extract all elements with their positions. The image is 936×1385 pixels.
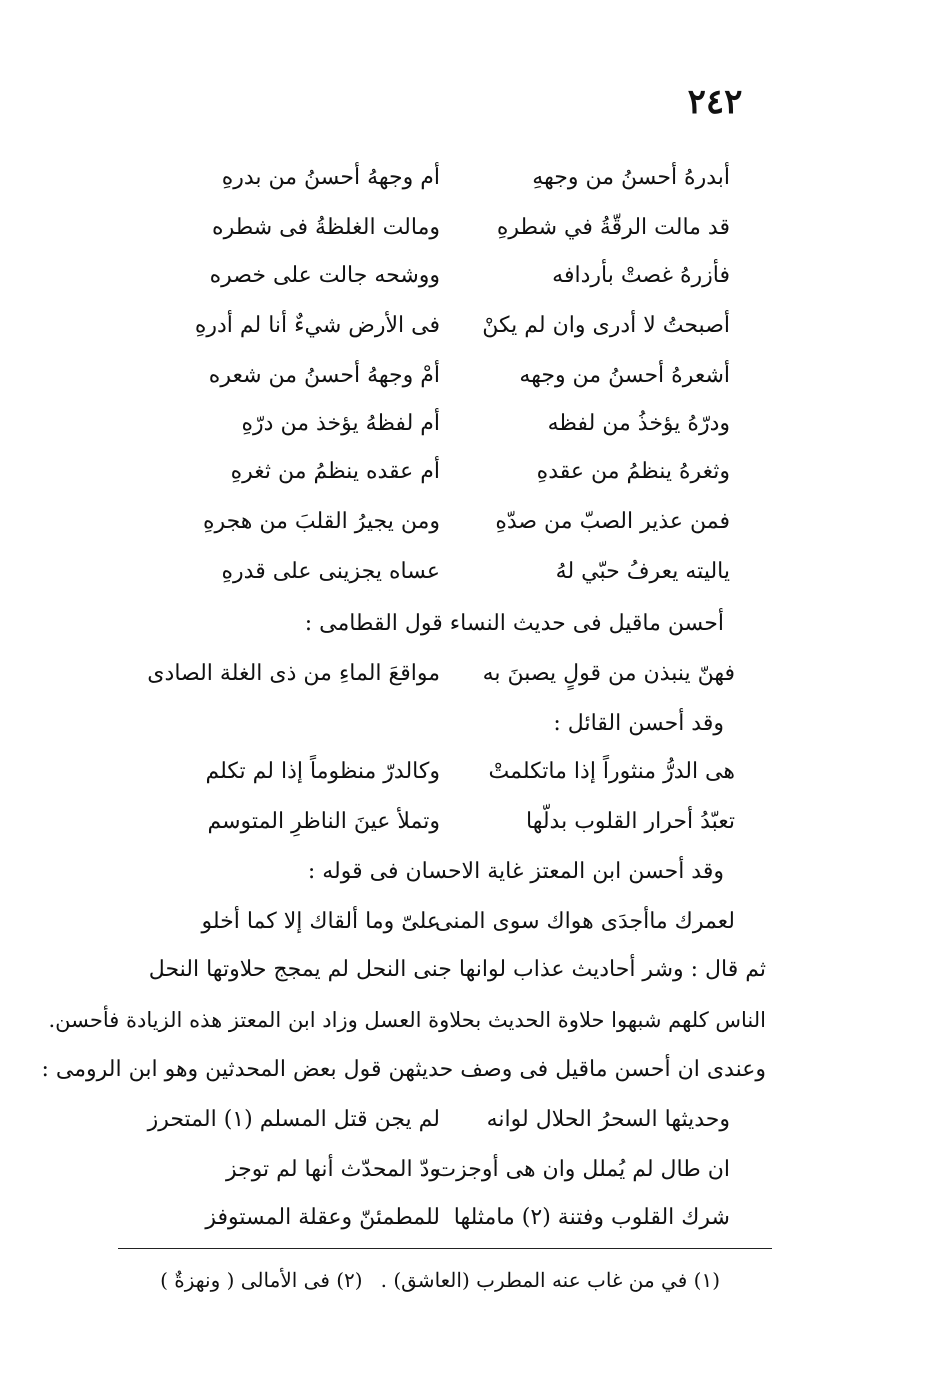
verse-second-hemistich: ودّ المحدّث أنها لم توجز: [225, 1157, 440, 1182]
verse-line: [150, 1198, 730, 1238]
verse-second-hemistich: وكالدرّ منظوماً إذا لم تكلم: [205, 759, 440, 784]
verse-second-hemistich: للمطمئنّ وعقلة المستوفز: [205, 1205, 440, 1230]
verse-second-hemistich: وتملأ عينَ الناظرِ المتوسم: [207, 809, 440, 834]
verse-first-hemistich: هى الدرُّ منثوراً إذا ماتكلمتْ: [488, 759, 735, 784]
footnote-2: (٢) فى الأمالى ( ونهزةٌ ): [160, 1268, 363, 1292]
prose-line: ثم قال : وشر أحاديث عذاب لوانها جنى النحل لم يمجج حلاوتها النحل: [148, 957, 766, 982]
verse-first-hemistich: فمن عذير الصبّ من صدّهِ: [495, 509, 730, 534]
verse-second-hemistich: ومن يجيرُ القلبَ من هجرهِ: [202, 509, 440, 534]
intro-qail: وقد أحسن القائل :: [553, 711, 724, 736]
verse-first-hemistich: فأزرهُ غصتْ بأردافه: [552, 263, 730, 288]
verse-line: [150, 208, 730, 248]
verse-second-hemistich: أم لفظهُ يؤخذ من درّهِ: [241, 411, 440, 436]
verse-first-hemistich: ياليته يعرفُ حبّي لهُ: [555, 559, 730, 584]
verse-second-hemistich: لم يجن قتل المسلم (١) المتحرز: [147, 1107, 440, 1132]
intro-muatazz: وقد أحسن ابن المعتز غاية الاحسان فى قوله :: [307, 859, 724, 884]
verse-line: [150, 752, 735, 792]
footnote-1: (١) في من غاب عنه المطرب (العاشق) .: [380, 1268, 720, 1292]
verse-line: [150, 802, 735, 842]
page-number: ٢٤٢: [687, 82, 743, 122]
verse-line: [150, 902, 735, 942]
verse-second-hemistich: علىّ وما ألقاك إلا كما أخلو: [201, 909, 440, 934]
footnote-divider: [118, 1248, 772, 1249]
verse-first-hemistich: شرك القلوب وفتنة (٢) مامثلها: [453, 1205, 730, 1230]
verse-line: [150, 502, 730, 542]
verse-line: [150, 256, 730, 296]
verse-line: [150, 452, 730, 492]
verse-second-hemistich: أم عقده ينظمُ من ثغرهِ: [230, 459, 440, 484]
verse-line: [147, 654, 735, 694]
verse-line: [150, 356, 730, 396]
verse-line: [150, 158, 730, 198]
verse-second-hemistich: أمْ وجههُ أحسنُ من شعره: [208, 363, 440, 388]
verse-first-hemistich: ودرّهُ يؤخذُ من لفظه: [547, 411, 730, 436]
verse-line: [150, 404, 730, 444]
verse-first-hemistich: تعبّدُ أحرار القلوب بدلّها: [525, 809, 735, 834]
verse-second-hemistich: فى الأرض شيءٌ أنا لم أدرهِ: [194, 313, 440, 338]
verse-second-hemistich: أم وجههُ أحسنُ من بدرهِ: [221, 165, 440, 190]
footnotes: [160, 1262, 720, 1298]
intro-qutami: أحسن ماقيل فى حديث النساء قول القطامى :: [304, 611, 724, 636]
verse-first-hemistich: لعمرك ماأجدَى هواك سوى المنى: [435, 909, 735, 934]
verse-first-hemistich: أبدرهُ أحسنُ من وجههِ: [532, 165, 730, 190]
verse-first-hemistich: وحديثها السحرُ الحلال لوانه: [486, 1107, 730, 1132]
prose-line: وعندى ان أحسن ماقيل فى وصف حديثهن قول بعض المحدثين وهو ابن الرومى :: [41, 1057, 766, 1082]
prose-line: الناس كلهم شبهوا حلاوة الحديث بحلاوة العسل وزاد ابن المعتز هذه الزيادة فأحسن.: [48, 1008, 766, 1032]
verse-first-hemistich: ان طال لم يُملل وان هى أوجزت: [435, 1157, 730, 1182]
verse-first-hemistich: فهنّ ينبذن من قولٍ يصبنَ به: [482, 661, 735, 686]
verse-second-hemistich: ومالت الغلظةُ فى شطره: [212, 215, 440, 240]
verse-second-hemistich: ووشحه جالت على خصره: [209, 263, 440, 288]
verse-line: [147, 1100, 730, 1140]
verse-line: [150, 306, 730, 346]
verse-first-hemistich: قد مالت الرقّةُ في شطرهِ: [496, 215, 730, 240]
verse-line: [150, 552, 730, 592]
verse-first-hemistich: أصبحتُ لا أدرى وان لم يكنْ: [482, 313, 730, 338]
verse-first-hemistich: أشعرهُ أحسنُ من وجهه: [519, 363, 730, 388]
verse-line: [150, 1150, 730, 1190]
verse-second-hemistich: مواقعَ الماءِ من ذى الغلة الصادى: [147, 661, 440, 686]
verse-first-hemistich: وثغرهُ ينظمُ من عقدهِ: [536, 459, 730, 484]
verse-second-hemistich: عساه يجزينى على قدرهِ: [221, 559, 440, 584]
